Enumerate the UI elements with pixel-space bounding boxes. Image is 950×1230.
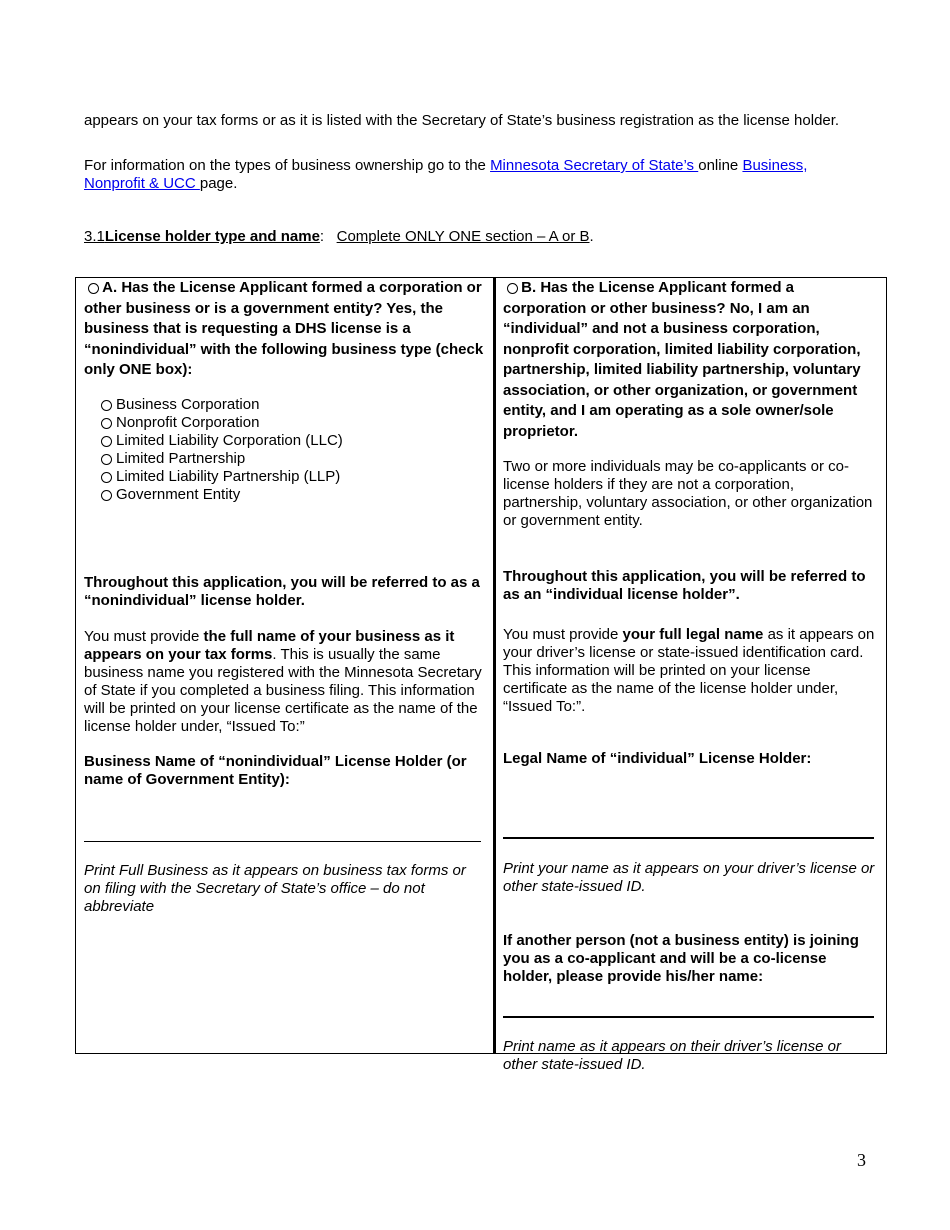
- radio-icon[interactable]: [101, 472, 112, 483]
- option-b-question-text: B. Has the License Applicant formed a corporation or other business? No, I am an “individual” and not a business corporation, nonprofit corporation, limited liability corporation, partnership, limited liability partnership, voluntary association, or other organization, or government entity, and I am operating as a sole owner/sole proprietor.: [503, 279, 861, 440]
- business-type-option[interactable]: [101, 486, 343, 504]
- option-b-provide-prefix: You must provide: [503, 626, 623, 643]
- radio-icon[interactable]: [101, 454, 112, 465]
- business-type-label: Limited Partnership: [116, 450, 246, 467]
- option-a-question: [84, 278, 484, 381]
- business-type-label: Limited Liability Corporation (LLC): [116, 432, 343, 449]
- coapplicants-info: Two or more individuals may be co-applicants or co-license holders if they are not a corporation, partnership, voluntary association, or other organization or government entity.: [503, 458, 873, 529]
- business-type-option[interactable]: [101, 414, 343, 432]
- coapplicant-name-field[interactable]: [503, 1016, 874, 1018]
- business-name-print-note: Print Full Business as it appears on business tax forms or on filing with the Secretary of State’s office – do not abbreviate: [84, 862, 466, 915]
- option-b-instructions: [503, 626, 875, 716]
- section-instruction: Complete ONLY ONE section – A or B: [336, 228, 590, 245]
- business-type-option[interactable]: [101, 450, 343, 468]
- option-a-provide-bold: the full name of your business as it appears on your tax forms: [84, 628, 455, 663]
- legal-name-label: Legal Name of “individual” License Holder:: [503, 750, 812, 767]
- option-a-provide-prefix: You must provide: [84, 628, 204, 645]
- option-a-question-text: A. Has the License Applicant formed a corporation or other business or is a government entity? Yes, the business that is requesting a DHS license is a “nonindividual” with the following business type (check only ONE box):: [84, 279, 484, 378]
- coapplicant-print-note: Print name as it appears on their driver’s license or other state-issued ID.: [503, 1038, 841, 1073]
- business-type-label: Limited Liability Partnership (LLP): [116, 468, 341, 485]
- intro-text-suffix: page.: [199, 175, 238, 192]
- option-a-provide-suffix: . This is usually the same business name you registered with the Minnesota Secretary of State if you completed a business filing. This information will be printed on your license certificate as the name of the license holder under, “Issued To:”: [84, 646, 482, 735]
- section-heading: [84, 228, 594, 245]
- option-a-instructions: [84, 628, 484, 736]
- section-title: License holder type and name: [104, 228, 320, 245]
- radio-icon[interactable]: [101, 418, 112, 429]
- radio-icon[interactable]: [101, 490, 112, 501]
- business-type-option[interactable]: [101, 396, 343, 414]
- section-period: .: [589, 228, 594, 245]
- option-b-question: [503, 278, 875, 442]
- business-name-field[interactable]: [84, 841, 481, 842]
- intro-paragraph: appears on your tax forms or as it is listed with the Secretary of State’s business registration as the license holder.: [84, 112, 840, 129]
- legal-name-print-note: Print your name as it appears on your driver’s license or other state-issued ID.: [503, 860, 875, 895]
- intro-text-mid: online: [698, 157, 743, 174]
- business-nonprofit-ucc-link[interactable]: Business, Nonprofit & UCC: [84, 157, 808, 192]
- option-a-referred: Throughout this application, you will be referred to as a “nonindividual” license holder.: [84, 574, 480, 609]
- option-b-referred: Throughout this application, you will be referred to as an “individual license holder”.: [503, 568, 866, 603]
- business-type-label: Government Entity: [116, 486, 241, 503]
- legal-name-field[interactable]: [503, 837, 874, 839]
- column-divider: [493, 277, 496, 1054]
- section-number: 3.1: [84, 228, 105, 245]
- intro-links-paragraph: [84, 157, 844, 193]
- business-type-option[interactable]: [101, 468, 343, 486]
- option-b-radio[interactable]: [507, 283, 518, 294]
- page-number: 3: [857, 1150, 866, 1170]
- business-type-label: Nonprofit Corporation: [116, 414, 260, 431]
- section-colon: :: [319, 228, 325, 245]
- business-name-label: Business Name of “nonindividual” License Holder (or name of Government Entity):: [84, 753, 467, 788]
- coapplicant-label: If another person (not a business entity) is joining you as a co-applicant and will be a co-license holder, please provide his/her name:: [503, 932, 859, 985]
- business-type-option[interactable]: [101, 432, 343, 450]
- secretary-of-state-link[interactable]: Minnesota Secretary of State’s: [490, 157, 699, 174]
- radio-icon[interactable]: [101, 400, 112, 411]
- intro-text-prefix: For information on the types of business ownership go to the: [84, 157, 491, 174]
- option-b-provide-suffix: as it appears on your driver’s license or state-issued identification card. This information will be printed on your license certificate as the name of the license holder under, “Issued To:”.: [503, 626, 875, 715]
- option-a-radio[interactable]: [88, 283, 99, 294]
- option-b-provide-bold: your full legal name: [622, 626, 764, 643]
- radio-icon[interactable]: [101, 436, 112, 447]
- business-type-label: Business Corporation: [116, 396, 260, 413]
- business-type-options: [101, 396, 343, 504]
